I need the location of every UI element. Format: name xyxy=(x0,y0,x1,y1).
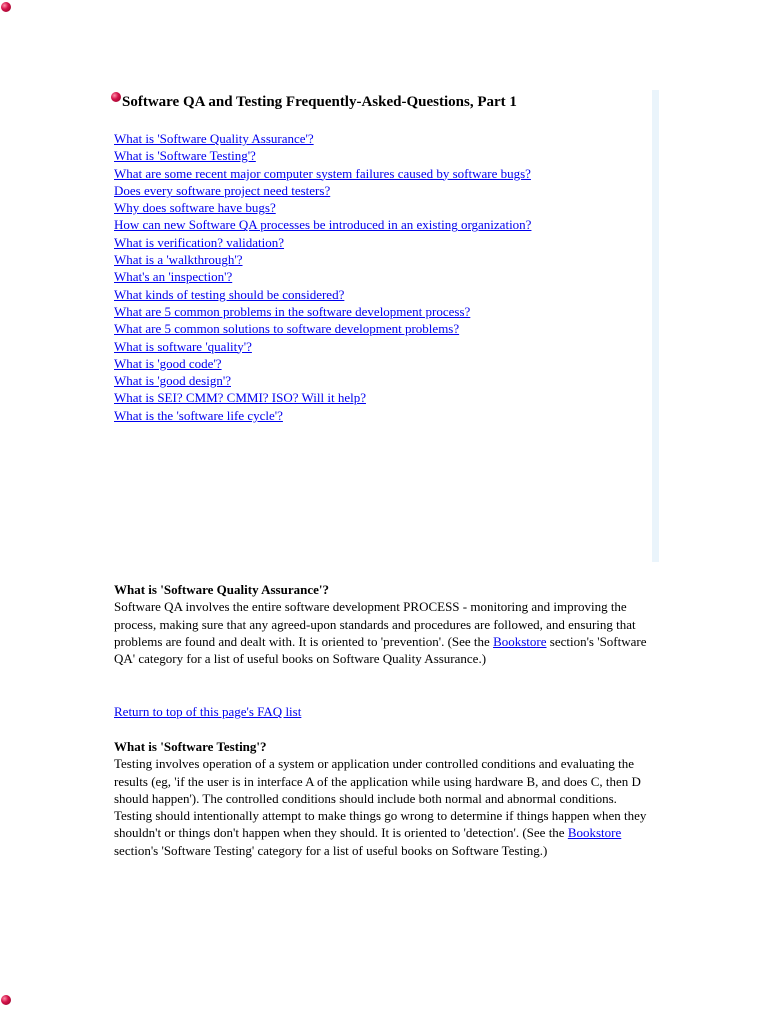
list-item xyxy=(114,372,531,389)
body-text: Testing involves operation of a system or application under controlled conditions and evaluating the results (eg, 'if the user is in interface A of the application while using hardware B, and does C, then D should happen'). The controlled conditions should include both normal and abnormal conditions. Testing should intentionally attempt to make things go wrong to determine if things happen when they shouldn't or things don't happen when they should. It is oriented to 'detection'. (See the xyxy=(114,756,647,841)
list-item xyxy=(114,338,531,355)
faq-link[interactable]: What kinds of testing should be considered? xyxy=(114,286,345,302)
faq-link[interactable]: What is a 'walkthrough'? xyxy=(114,252,243,268)
faq-link[interactable]: What are 5 common problems in the software development process? xyxy=(114,303,471,319)
faq-link[interactable]: What is SEI? CMM? CMMI? ISO? Will it help? xyxy=(114,390,366,406)
body-text: section's 'Software Testing' category for a list of useful books on Software Testing.) xyxy=(114,842,548,858)
faq-link[interactable]: Does every software project need testers? xyxy=(114,182,331,198)
section-software-qa xyxy=(114,581,654,667)
list-item xyxy=(114,165,531,182)
faq-link[interactable]: What is the 'software life cycle'? xyxy=(114,407,283,423)
faq-link[interactable]: What are 5 common solutions to software development problems? xyxy=(114,321,460,337)
list-item xyxy=(114,199,531,216)
faq-link[interactable]: What is 'good design'? xyxy=(114,373,231,389)
bookstore-link[interactable]: Bookstore xyxy=(493,633,547,649)
list-item xyxy=(114,389,531,406)
list-item xyxy=(114,234,531,251)
list-item xyxy=(114,216,531,233)
side-bar xyxy=(652,90,659,562)
title-bullet-icon xyxy=(111,92,121,102)
faq-link[interactable]: What is 'Software Testing'? xyxy=(114,148,256,164)
faq-link[interactable]: What is 'Software Quality Assurance'? xyxy=(114,131,314,146)
return-link-wrap xyxy=(114,703,301,720)
bullet-icon xyxy=(1,995,11,1005)
bullet-icon xyxy=(1,2,11,12)
list-item xyxy=(114,268,531,285)
faq-link[interactable]: What are some recent major computer system failures caused by software bugs? xyxy=(114,165,531,181)
return-to-top-link[interactable]: Return to top of this page's FAQ list xyxy=(114,704,302,719)
list-item xyxy=(114,320,531,337)
faq-link[interactable]: How can new Software QA processes be introduced in an existing organization? xyxy=(114,217,532,233)
list-item xyxy=(114,355,531,372)
faq-link[interactable]: Why does software have bugs? xyxy=(114,200,276,216)
section-heading: What is 'Software Quality Assurance'? xyxy=(114,582,329,597)
section-body xyxy=(114,755,654,859)
list-item xyxy=(114,286,531,303)
list-item xyxy=(114,407,531,424)
section-heading: What is 'Software Testing'? xyxy=(114,739,267,754)
bookstore-link[interactable]: Bookstore xyxy=(567,825,622,841)
body-text: Software QA involves the entire software development PROCESS - monitoring and improving the process, making sure that any agreed-upon standards and procedures are followed, and ensuring that problems are found and dealt with. It is oriented to 'prevention'. (See the xyxy=(114,599,636,649)
section-software-testing xyxy=(114,738,654,859)
faq-list xyxy=(114,130,531,424)
faq-link[interactable]: What is 'good code'? xyxy=(114,355,222,371)
section-body xyxy=(114,598,654,667)
list-item xyxy=(114,130,531,147)
list-item xyxy=(114,147,531,164)
list-item xyxy=(114,182,531,199)
page-title: Software QA and Testing Frequently-Asked-Questions, Part 1 xyxy=(122,94,517,110)
faq-link[interactable]: What is software 'quality'? xyxy=(114,338,252,354)
list-item xyxy=(114,303,531,320)
faq-link[interactable]: What's an 'inspection'? xyxy=(114,269,233,285)
list-item xyxy=(114,251,531,268)
faq-link[interactable]: What is verification? validation? xyxy=(114,234,285,250)
body-text: section's 'Software QA' category for a list of useful books on Software Quality Assurance.) xyxy=(114,633,647,667)
